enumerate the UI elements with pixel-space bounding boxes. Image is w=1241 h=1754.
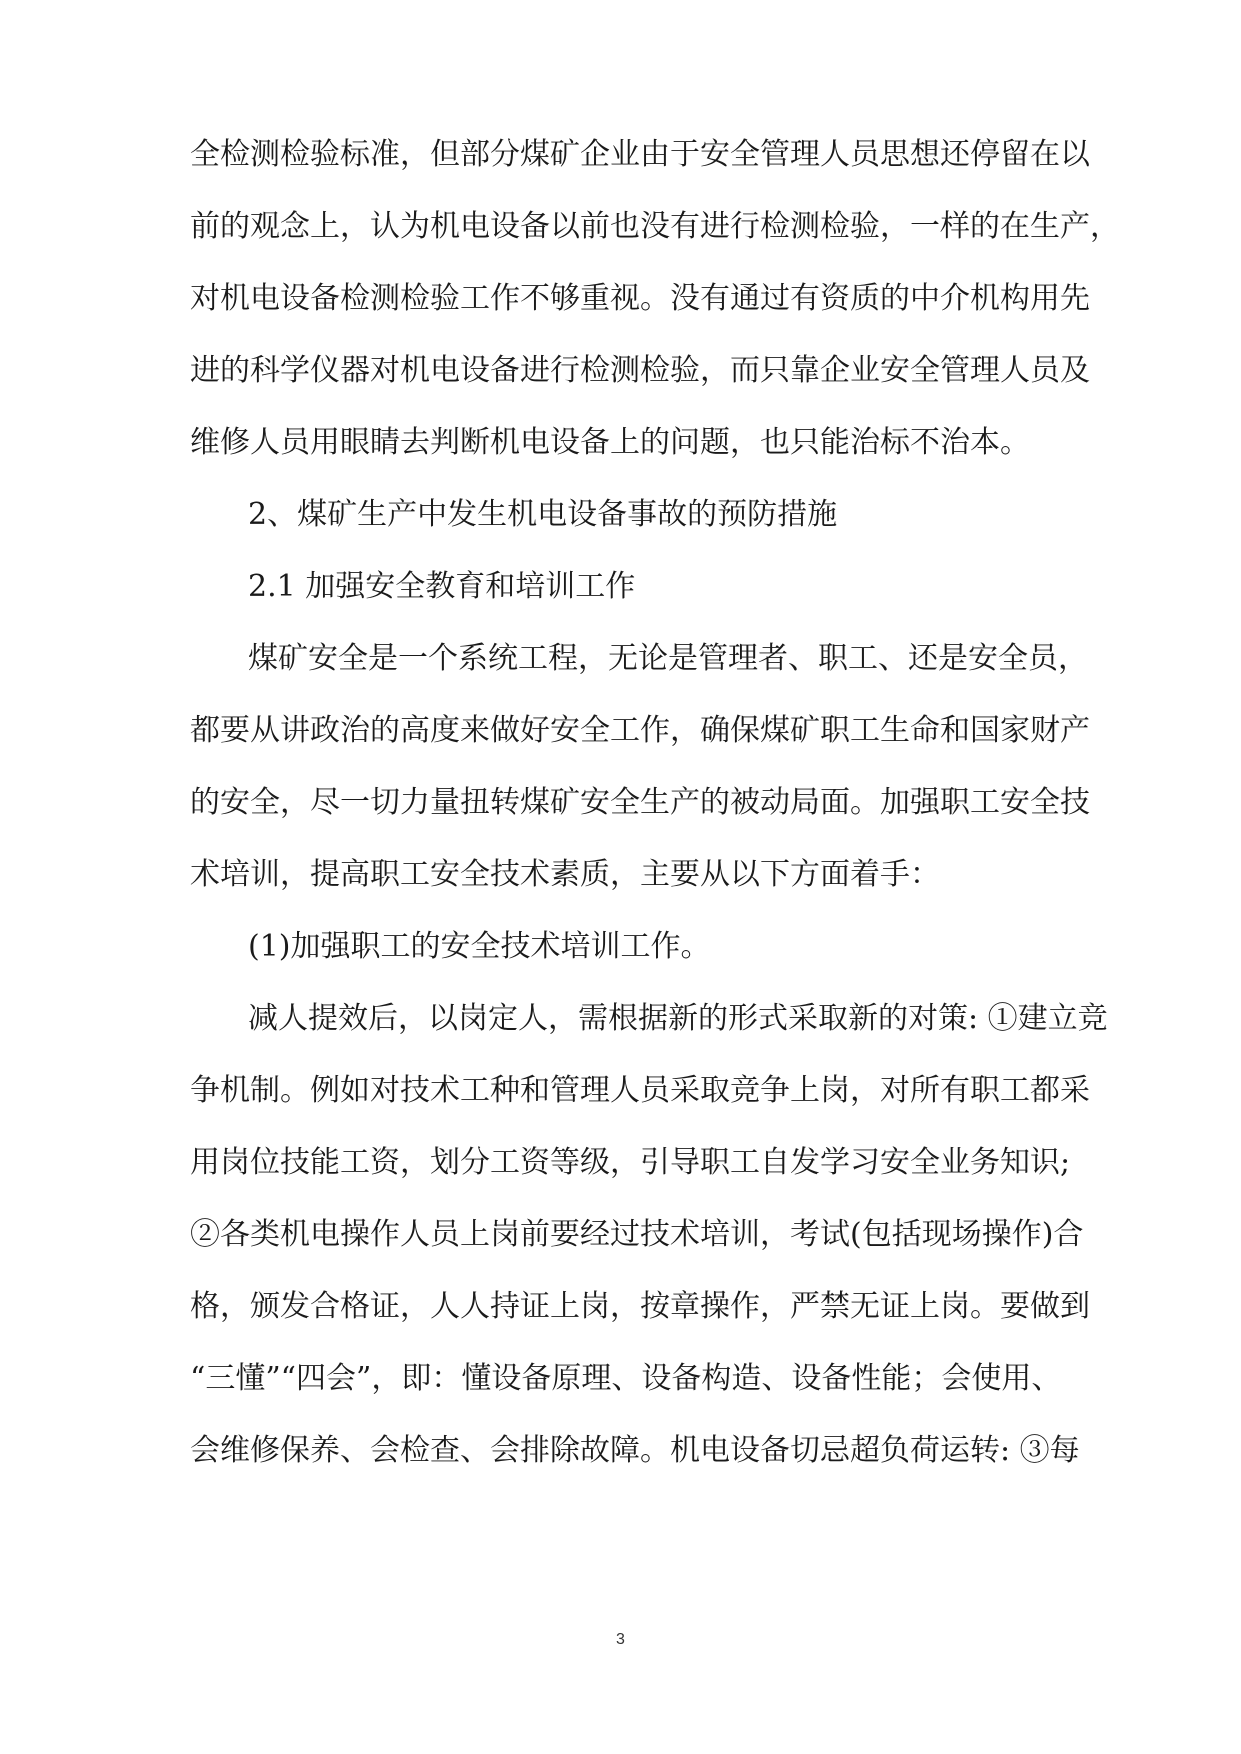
text-line: 维修人员用眼睛去判断机电设备上的问题，也只能治标不治本。 <box>190 425 1030 460</box>
page-number: 3 <box>616 1631 625 1648</box>
text-line: 争机制。例如对技术工种和管理人员采取竞争上岗，对所有职工都采 <box>190 1073 1090 1108</box>
text-line: 会维修保养、会检查、会排除故障。机电设备切忌超负荷运转: ③每 <box>190 1433 1080 1468</box>
text-line: 对机电设备检测检验工作不够重视。没有通过有资质的中介机构用先 <box>190 281 1090 316</box>
section-heading: 2、煤矿生产中发生机电设备事故的预防措施 <box>248 497 838 532</box>
text-line: 术培训，提高职工安全技术素质，主要从以下方面着手： <box>190 857 940 892</box>
text-line: 的安全，尽一切力量扭转煤矿安全生产的被动局面。加强职工安全技 <box>190 785 1090 820</box>
subsection-heading: 2.1 加强安全教育和培训工作 <box>248 569 636 604</box>
text-line: 进的科学仪器对机电设备进行检测检验，而只靠企业安全管理人员及 <box>190 353 1090 388</box>
list-item-heading: (1)加强职工的安全技术培训工作。 <box>248 929 711 964</box>
text-line: 减人提效后，以岗定人，需根据新的形式采取新的对策: ①建立竞 <box>248 1001 1108 1036</box>
text-line: 格，颁发合格证，人人持证上岗，按章操作，严禁无证上岗。要做到 <box>190 1289 1090 1324</box>
text-line: ②各类机电操作人员上岗前要经过技术培训，考试(包括现场操作)合 <box>190 1217 1084 1252</box>
text-line: 都要从讲政治的高度来做好安全工作，确保煤矿职工生命和国家财产 <box>190 713 1090 748</box>
text-line: “三懂”“四会”，即：懂设备原理、设备构造、设备性能；会使用、 <box>190 1361 1062 1396</box>
text-line: 煤矿安全是一个系统工程，无论是管理者、职工、还是安全员， <box>248 641 1088 676</box>
text-line: 前的观念上，认为机电设备以前也没有进行检测检验，一样的在生产， <box>190 209 1120 244</box>
text-line: 全检测检验标准，但部分煤矿企业由于安全管理人员思想还停留在以 <box>190 137 1090 172</box>
text-line: 用岗位技能工资，划分工资等级，引导职工自发学习安全业务知识; <box>190 1145 1071 1180</box>
